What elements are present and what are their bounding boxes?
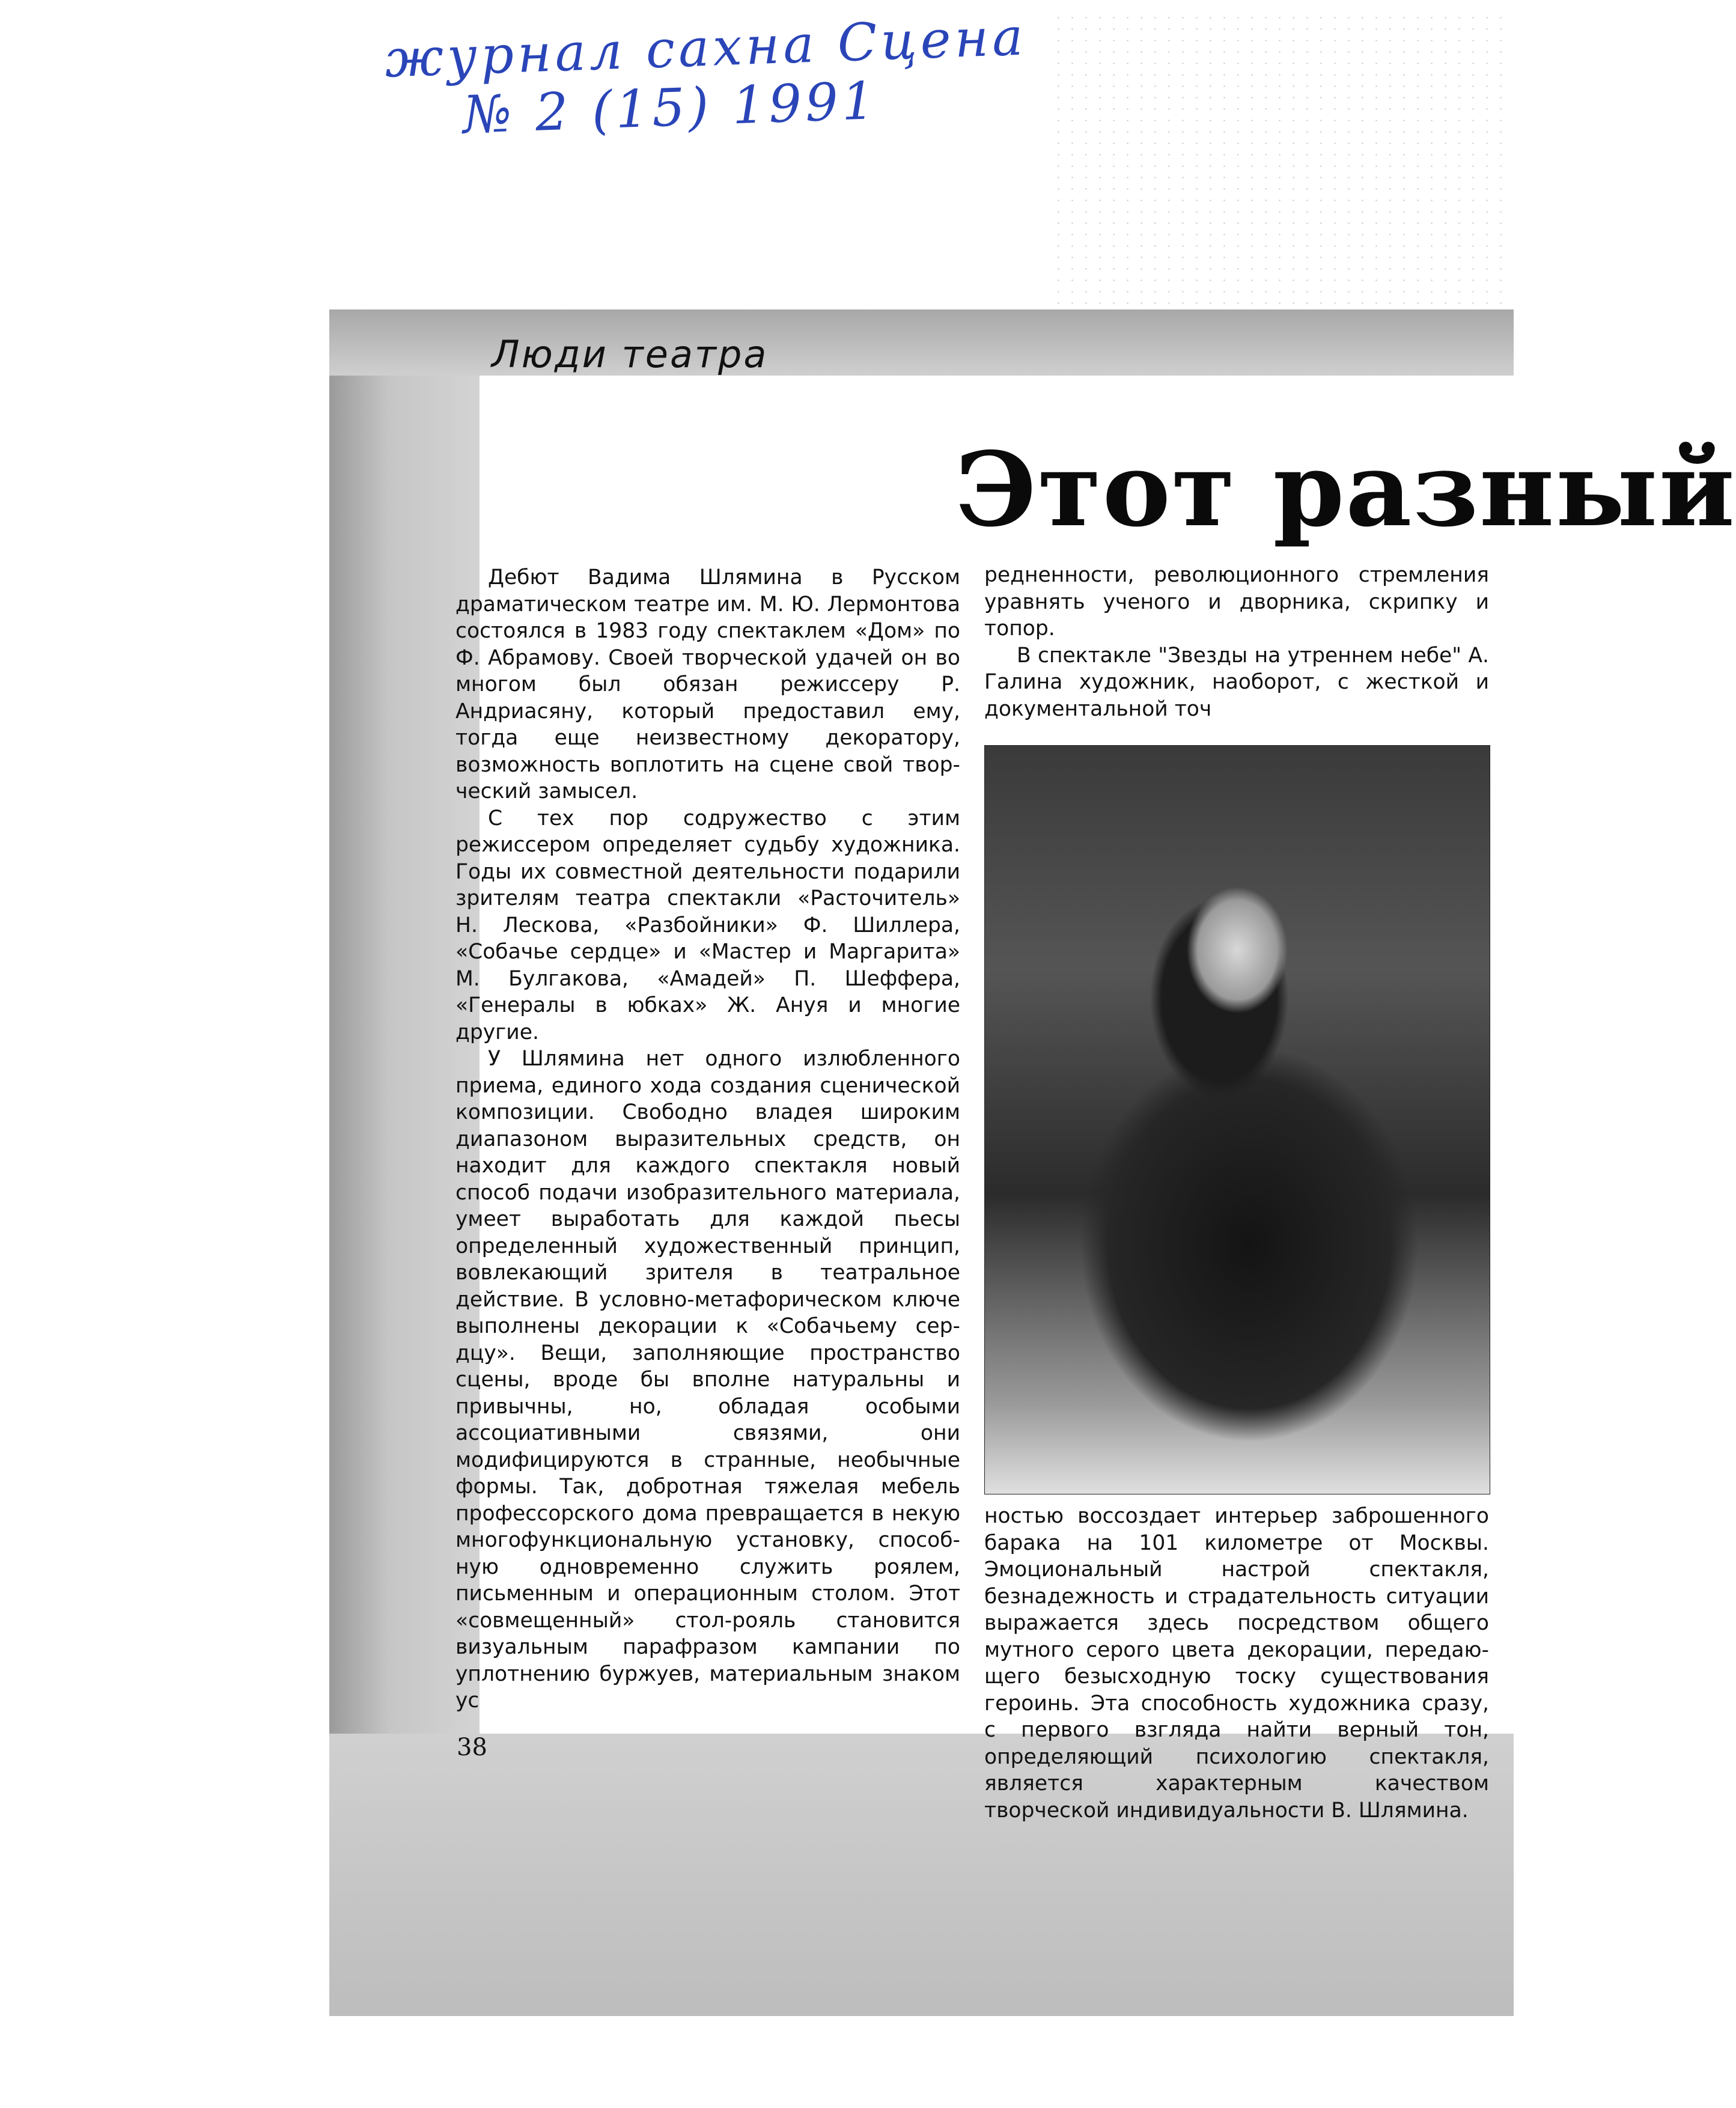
paragraph: редненности, революционного стремления уравнять ученого и дворника, скрипку и топор. bbox=[984, 563, 1489, 641]
paragraph: Дебют Вадима Шлямина в Русском драматическом театре им. М. Ю. Лермонтова состоялся в 1983 году спектаклем «Дом» по Ф. Абрамову. Своей творческой удачей он во многом был обязан режиссеру Р. Андриасяну, который предоставил ему, тогда еще неизвестному декоратору, возможность воплотить на сцене свой творческий замысел. bbox=[455, 565, 960, 803]
handwritten-issue-number: № 2 (15) 1991 bbox=[461, 70, 880, 146]
paragraph: В спектакле "Звезды на утреннем небе" А. Галина художник, наоборот, с жесткой и документальной точ bbox=[984, 643, 1489, 721]
article-column-3 bbox=[984, 1503, 1489, 1824]
page-number: 38 bbox=[457, 1734, 487, 1761]
article-title: Этот разный bbox=[955, 430, 1736, 550]
paragraph: ностью воссоздает интерьер заброшенного барака на 101 километре от Москвы. Эмоциональный настрой спектакля, безнадежность и страдательность ситуации выражается здесь посредством общего мутного серого цвета декорации, передающего безысходную тоску существования героинь. Эта способность художника сразу, с первого взгляда найти верный тон, определяющий психологию спектакля, является характерным качеством творческой индивидуальности В. Шлямина. bbox=[984, 1504, 1489, 1823]
paragraph: С тех пор содружество с этим режиссером определяет судьбу художника. Годы их совместной деятельности подарили зрителям театра спектакли «Расточитель» Н. Лескова, «Разбойники» Ф. Шиллера, «Собачье сердце» и «Мастер и Маргарита» М. Булгакова, «Амадей» П. Шеффера, «Генералы в юбках» Ж. Ануя и многие другие. bbox=[455, 806, 960, 1044]
magazine-page bbox=[329, 309, 1736, 2016]
article-column-1 bbox=[455, 564, 960, 1714]
article-column-2 bbox=[984, 562, 1489, 722]
section-rubric: Люди театра bbox=[492, 332, 769, 376]
paragraph: У Шлямина нет одного излюбленного приема, единого хода создания сценической композиции. Свободно владея широким диапазоном выразительных средств, он находит для каждого спектакля новый способ подачи изобразительного материала, умеет выработать для каждой пьесы определенный художественный принцип, вовлекающий зрителя в театральное действие. В условно-метафорическом ключе выполнены декорации к «Собачьему сердцу». Вещи, заполняющие пространство сцены, вроде бы вполне натуральны и привычны, но, обладая особыми ассоциативными связями, они модифицируются в странные, необычные формы. Так, добротная тяжелая мебель профессорского дома превращается в некую многофункциональную установку, способную одновременно служить роялем, письменным и операционным столом. Этот «совмещенный» стол-рояль становится визуальным парафразом кампании по уплотнению буржуев, материальным знаком ус bbox=[455, 1047, 960, 1713]
artist-portrait-photo bbox=[984, 745, 1490, 1494]
scan-speckle-noise bbox=[1052, 12, 1508, 324]
handwritten-journal-name: журнал сахна Сцена bbox=[383, 7, 1028, 90]
